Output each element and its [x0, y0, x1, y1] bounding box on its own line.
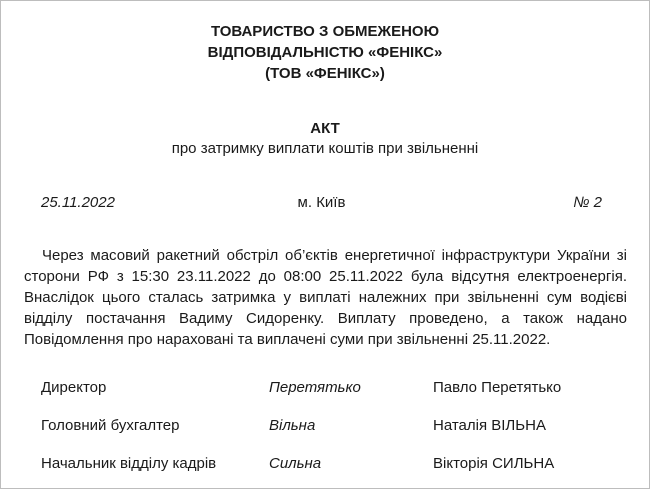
signatory-name: Вікторія СИЛЬНА [433, 455, 555, 472]
signature-row-hr-head [1, 454, 649, 474]
document-city: м. Київ [297, 194, 346, 211]
signature-row-chief-accountant [1, 416, 649, 436]
signatory-position: Начальник відділу кадрів [41, 455, 217, 472]
signatory-name: Павло Перетятько [433, 379, 562, 396]
signatory-position: Директор [41, 379, 107, 396]
organization-name-line-2: ВІДПОВІДАЛЬНІСТЮ «ФЕНІКС» [207, 44, 443, 61]
signatory-signature: Перетятько [269, 379, 361, 396]
act-body-text: Через масовий ракетний обстріл об’єктів енергетичної інфраструктури України зі сторони РФ з 15:30 23.11.2022 до 08:00 25.11.2022 була відсутня електроенергія. Внаслідок цього сталась затримка у виплаті належних при звільненні сум водієві відділу постачання Вадиму Сидоренку. Виплату проведено, а також надано Повідомлення про нараховані та виплачені суми при звільненні 25.11.2022. [24, 247, 627, 348]
signatory-name: Наталія ВІЛЬНА [433, 417, 546, 434]
signatory-position: Головний бухгалтер [41, 417, 180, 434]
signatory-signature: Вільна [269, 417, 316, 434]
organization-header [1, 21, 649, 84]
signature-row-director [1, 378, 649, 398]
organization-short-name: (ТОВ «ФЕНІКС») [265, 65, 385, 82]
document-date: 25.11.2022 [41, 194, 115, 211]
signatory-signature: Сильна [269, 455, 322, 472]
document-meta [41, 193, 602, 213]
act-subtitle: про затримку виплати коштів при звільненні [171, 140, 479, 157]
act-title: АКТ [310, 120, 340, 137]
organization-name-line-1: ТОВАРИСТВО З ОБМЕЖЕНОЮ [210, 23, 440, 40]
document-number: № 2 [573, 194, 602, 211]
